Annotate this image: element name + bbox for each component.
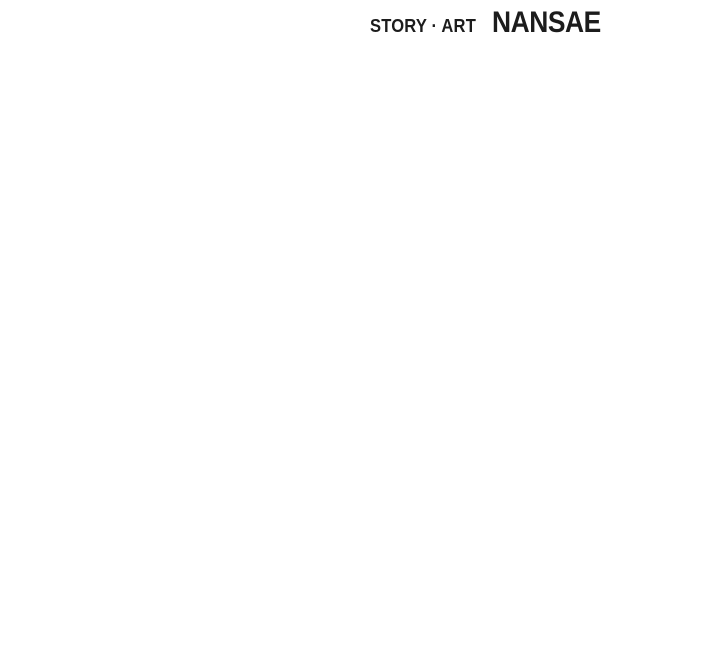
credits-author-name: NANSAE [492,6,602,39]
credits-role-label: STORY · ART [370,16,477,36]
credits-line [370,6,616,40]
